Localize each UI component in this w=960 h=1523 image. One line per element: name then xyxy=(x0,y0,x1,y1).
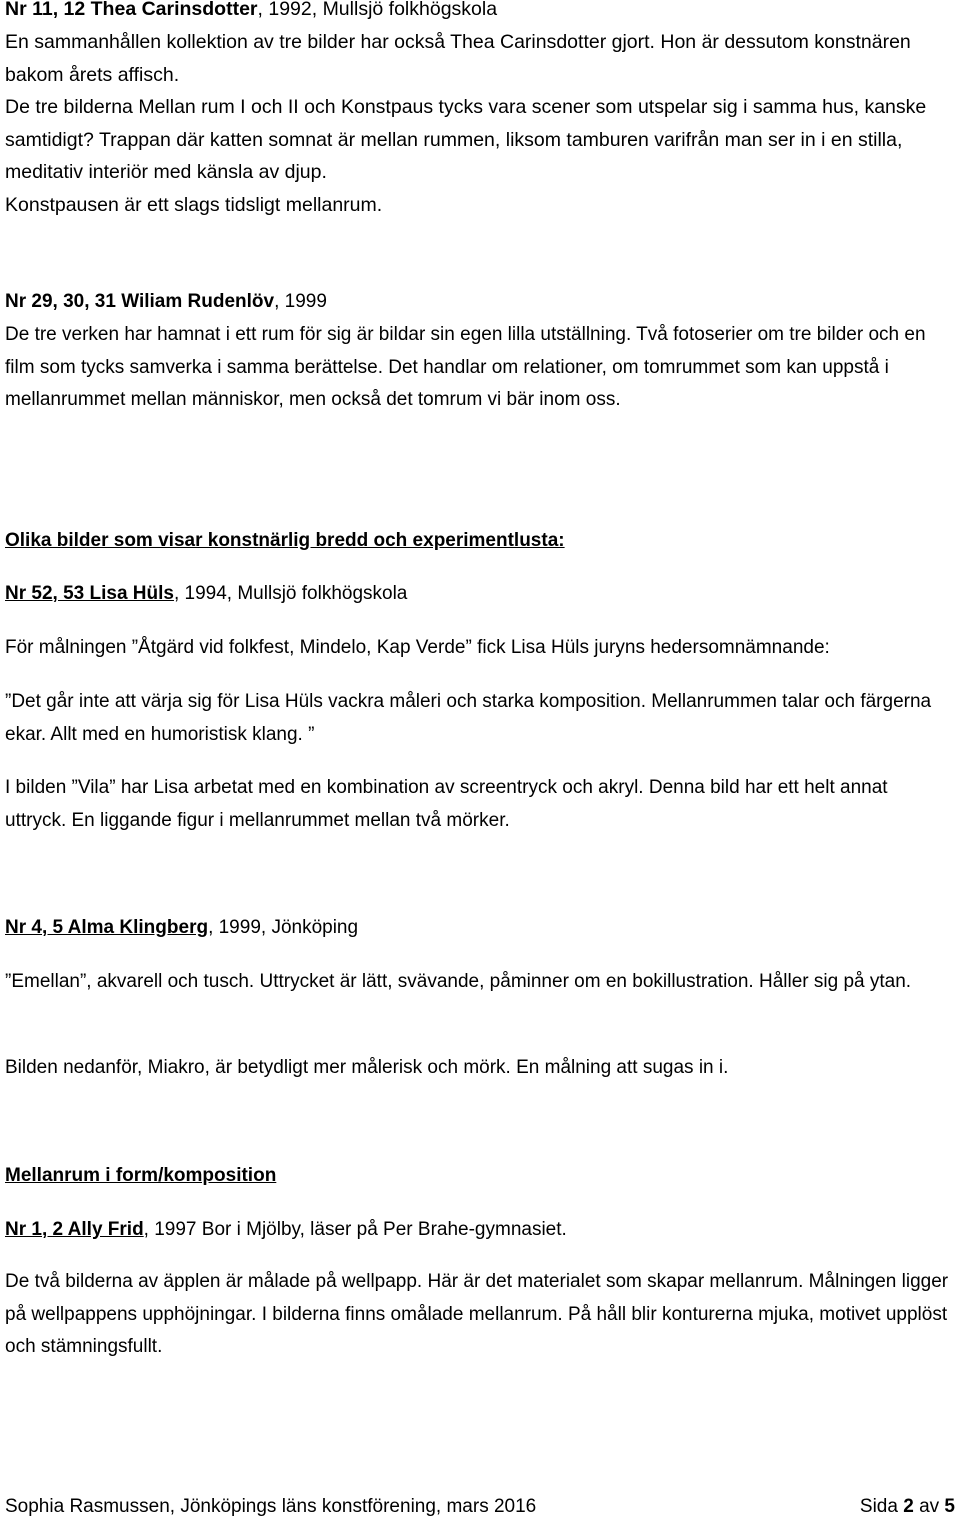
page-current: 2 xyxy=(903,1496,914,1517)
page-total: 5 xyxy=(944,1496,955,1517)
entry-title-bold: Nr 1, 2 Ally Frid xyxy=(5,1219,144,1240)
entry-title-rest: , 1994, Mullsjö folkhögskola xyxy=(173,583,408,604)
entry-title-bold: Nr 4, 5 Alma Klingberg xyxy=(5,917,209,938)
page-number xyxy=(860,1493,955,1521)
entry-title-bold: Nr 52, 53 Lisa Hüls xyxy=(5,583,174,604)
page-prefix: Sida xyxy=(859,1496,904,1517)
paragraph: De tre bilderna Mellan rum I och II och Konstpaus tycks vara scener som utspelar sig i samma hus, kanske samtidigt? Trappan där katten somnat är mellan rummen, liksom tamburen varifrån man ser in i en stilla, meditativ interiör med känsla av djup. xyxy=(5,96,927,183)
entry-title-rest: , 1999 xyxy=(274,291,327,312)
paragraph: I bilden ”Vila” har Lisa arbetat med en kombination av screentryck och akryl. Denna bild har ett helt annat uttryck. En liggande figur i mellanrummet mellan två mörker. xyxy=(5,777,888,831)
page-mid: av xyxy=(913,1496,945,1517)
entry-title-ally-frid xyxy=(5,1214,950,1247)
paragraph: De tre verken har hamnat i ett rum för sig är bildar sin egen lilla utställning. Två fotoserier om tre bilder och en film som tycks samverka i samma berättelse. Det handlar om relationer, om tomrummet som kan uppstå i mellanrummet mellan människor, men också det tomrum vi bär inom oss. xyxy=(5,324,926,410)
paragraph: En sammanhållen kollektion av tre bilder har också Thea Carinsdotter gjort. Hon är dessutom konstnären bakom årets affisch. xyxy=(5,31,911,86)
section-heading: Mellanrum i form/komposition xyxy=(5,1165,277,1186)
entry-title-bold: Nr 29, 30, 31 Wiliam Rudenlöv xyxy=(5,291,275,312)
entry-title-rest: , 1999, Jönköping xyxy=(208,917,359,938)
section-heading: Olika bilder som visar konstnärlig bredd och experimentlusta: xyxy=(5,530,565,551)
footer-author: Sophia Rasmussen, Jönköpings läns konstförening, mars 2016 xyxy=(5,1496,537,1517)
paragraph: De två bilderna av äpplen är målade på wellpapp. Här är det materialet som skapar mellanrum. Målningen ligger på wellpappens upphöjningar. I bilderna finns omålade mellanrum. På håll blir konturerna mjuka, motivet upplöst och stämningsfullt. xyxy=(5,1271,949,1357)
entry-title-wiliam-rudenlov xyxy=(5,286,950,319)
paragraph: Bilden nedanför, Miakro, är betydligt mer målerisk och mörk. En målning att sugas in i. xyxy=(5,1057,729,1078)
entry-title-rest: , 1992, Mullsjö folkhögskola xyxy=(257,0,498,20)
page-footer xyxy=(5,1493,955,1521)
entry-title-alma-klingberg xyxy=(5,912,950,945)
paragraph: För målningen ”Åtgärd vid folkfest, Mindelo, Kap Verde” fick Lisa Hüls juryns hedersomnämnande: xyxy=(5,637,830,658)
paragraph: ”Emellan”, akvarell och tusch. Uttrycket är lätt, svävande, påminner om en bokillustration. Håller sig på ytan. xyxy=(5,971,912,992)
paragraph: Konstpausen är ett slags tidsligt mellanrum. xyxy=(5,194,383,216)
entry-title-bold: Nr 11, 12 Thea Carinsdotter xyxy=(5,0,258,20)
entry-title-rest: , 1997 Bor i Mjölby, läser på Per Brahe-gymnasiet. xyxy=(143,1219,567,1240)
quote-paragraph: ”Det går inte att värja sig för Lisa Hüls vackra måleri och starka komposition. Mellanrummen talar och färgerna ekar. Allt med en humoristisk klang. ” xyxy=(5,691,932,745)
entry-title-thea-carinsdotter xyxy=(5,0,950,26)
entry-title-lisa-huls xyxy=(5,578,950,611)
